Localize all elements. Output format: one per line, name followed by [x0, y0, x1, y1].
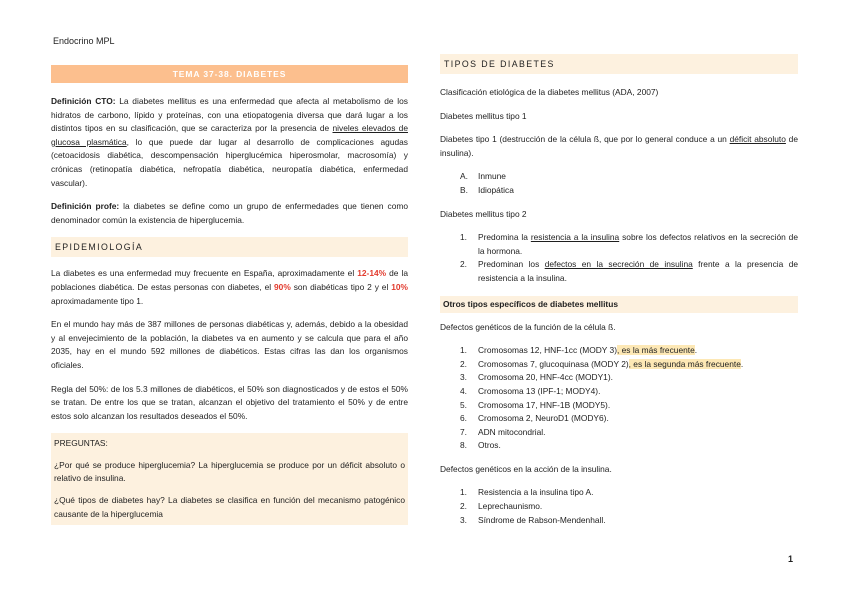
type1-list: [440, 170, 798, 197]
right-column: [440, 54, 798, 537]
questions-box: [51, 433, 408, 525]
definition-cto-label: Definición CTO:: [51, 96, 116, 106]
genetic-beta-title: Defectos genéticos de la función de la célula ß.: [440, 321, 616, 332]
type1-title: Diabetes mellitus tipo 1: [440, 110, 527, 121]
genetic-insulin-title: Defectos genéticos en la acción de la insulina.: [440, 463, 612, 474]
list-item: 7. ADN mitocondrial.: [460, 426, 546, 437]
type2-list: [440, 231, 798, 285]
question-item: ¿Por qué se produce hiperglucemia? La hiperglucemia se produce por un déficit absoluto o relativo de insulina.: [54, 459, 405, 484]
list-item: 2. Cromosomas 7, glucoquinasa (MODY 2), es la segunda más frecuente.: [460, 358, 744, 369]
section-heading-epidemiology: EPIDEMIOLOGÍA: [51, 237, 408, 257]
section-heading-tipos: TIPOS DE DIABETES: [440, 54, 798, 74]
other-types-heading: Otros tipos específicos de diabetes mellitus: [440, 296, 798, 313]
epidemiology-paragraph: La diabetes es una enfermedad muy frecuente en España, aproximadamente el 12-14% de la poblaciones diabética. De estas personas con diabetes, el 90% son diabéticas tipo 2 y el 10% aproximadamente tipo 1.: [51, 268, 408, 306]
classification-title: Clasificación etiológica de la diabetes mellitus (ADA, 2007): [440, 87, 659, 97]
left-column: [51, 65, 408, 525]
list-item: B. Idiopática: [460, 184, 514, 195]
list-item: 4. Cromosoma 13 (IPF-1; MODY4).: [460, 385, 601, 396]
list-item: 5. Cromosoma 17, HNF-1B (MODY5).: [460, 399, 611, 410]
list-item: A. Inmune: [460, 171, 506, 182]
page-number: 1: [788, 554, 794, 564]
questions-heading: PREGUNTAS:: [54, 438, 108, 449]
list-item: 1. Predomina la resistencia a la insulina sobre los defectos relativos en la secreción de la hormona.: [460, 232, 798, 256]
definition-profe-label: Definición profe:: [51, 201, 120, 212]
topic-title: TEMA 37-38. DIABETES: [51, 65, 408, 83]
type2-title: Diabetes mellitus tipo 2: [440, 208, 527, 219]
list-item: 1. Cromosomas 12, HNF-1cc (MODY 3), es la más frecuente.: [460, 345, 698, 356]
page-header: Endocrino MPL: [53, 36, 115, 46]
insulin-action-list: [440, 486, 798, 527]
list-item: 2. Leprechaunismo.: [460, 501, 543, 512]
epidemiology-paragraph: En el mundo hay más de 387 millones de personas diabéticas y, además, debido a la obesidad y al envejecimiento de la población, la diabetes va en aumento y se calcula que para el año 2035, hay en el mundo 592 millones de diabéticos. Estas cifras las dan los organismos oficiales.: [51, 319, 408, 370]
list-item: 3. Síndrome de Rabson-Mendenhall.: [460, 514, 606, 525]
list-item: 8. Otros.: [460, 440, 501, 451]
list-item: 3. Cromosoma 20, HNF-4cc (MODY1).: [460, 372, 613, 383]
list-item: 6. Cromosoma 2, NeuroD1 (MODY6).: [460, 413, 609, 424]
definition-cto: Definición CTO: La diabetes mellitus es una enfermedad que afecta al metabolismo de los hidratos de carbono, lípido y proteínas, con una etiopatogenia diversa que dará lugar a los distintos tipos en su clasificación, que se caracteriza por la presencia de niveles elevados de glucosa plasmática, lo que puede dar lugar al desarrollo de complicaciones agudas (cetoacidosis diabética, descompensación hiperglucémica hiperosmolar, macrosomía) y crónicas (retinopatía diabética, nefropatía diabética, neuropatía diabética, enfermedad vascular).: [51, 96, 408, 188]
beta-cell-list: [440, 344, 798, 453]
definition-profe: Definición profe: la diabetes se define como un grupo de enfermedades que tienen como denominador común la existencia de hiperglucemia.: [51, 201, 408, 225]
stat-value: 10%: [391, 281, 408, 292]
highlight-underlined: niveles elevados de glucosa plasmática: [51, 123, 408, 147]
type1-description: Diabetes tipo 1 (destrucción de la célula ß, que por lo general conduce a un déficit absoluto de insulina).: [440, 134, 798, 158]
question-item: ¿Qué tipos de diabetes hay? La diabetes se clasifica en función del mecanismo patogénico causante de la hiperglucemia: [54, 495, 405, 519]
stat-value: 90%: [274, 281, 291, 292]
stat-value: 12-14%: [357, 268, 387, 279]
list-item: 1. Resistencia a la insulina tipo A.: [460, 487, 594, 498]
list-item: 2. Predominan los defectos en la secreción de insulina frente a la presencia de resistencia a la insulina.: [460, 259, 799, 283]
epidemiology-paragraph: Regla del 50%: de los 5.3 millones de diabéticos, el 50% son diagnosticados y de estos el 50% se tratan. De entre los que se tratan, alcanzan el objetivo del tratamiento el 50% y de entre estos solo alcanzan los resultados deseados el 50%.: [51, 383, 408, 421]
